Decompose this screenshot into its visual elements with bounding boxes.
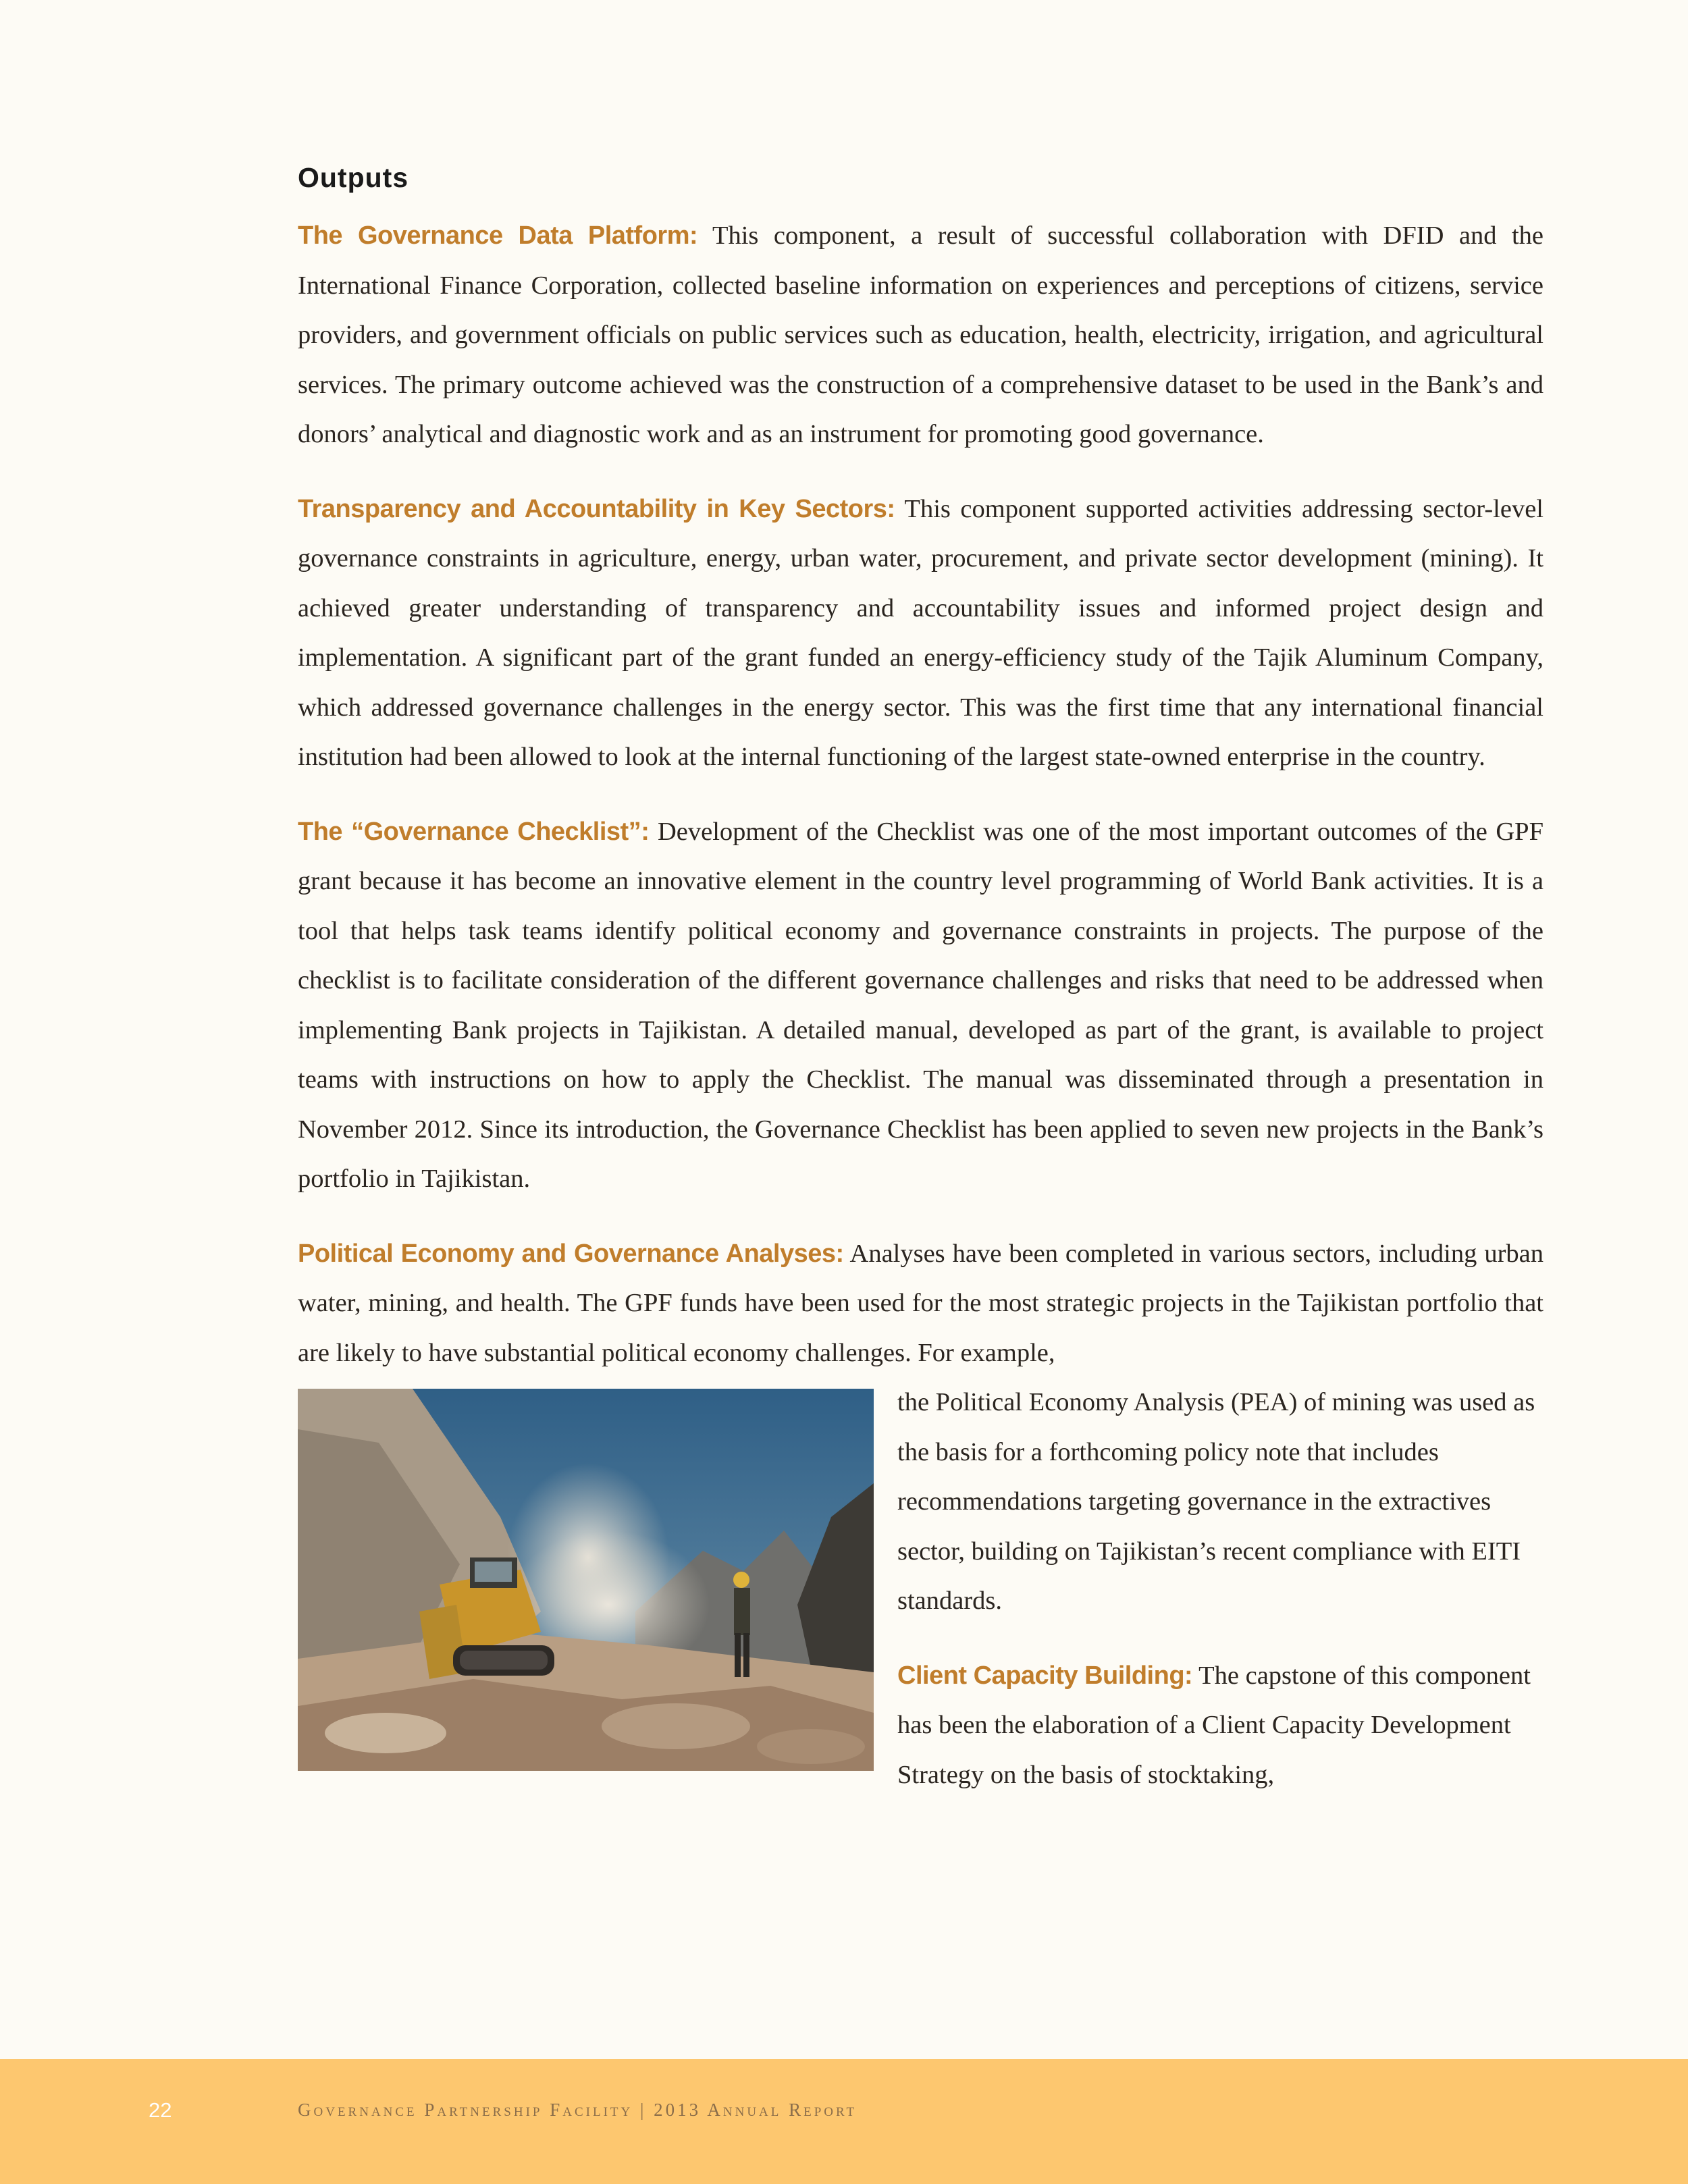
- paragraph-client-capacity: [897, 1651, 1544, 1801]
- page-content: [298, 162, 1544, 1800]
- paragraph-text: This component supported activities addressing sector-level governance constraints in agriculture, energy, urban water, procurement, and private sector development (mining). It achieved greater understanding of transparency and accountability issues and informed project design and implementation. A significant part of the grant funded an energy-efficiency study of the Tajik Aluminum Company, which addressed governance challenges in the energy sector. This was the first time that any international financial institution had been allowed to look at the internal functioning of the largest state-owned enterprise in the country.: [298, 494, 1544, 771]
- paragraph-political-economy: [298, 1229, 1544, 1379]
- running-title: Governance Partnership Facility | 2013 Annual Report: [298, 2100, 858, 2120]
- paragraph-lead: The “Governance Checklist”:: [298, 817, 650, 846]
- footer-band: [0, 2059, 1688, 2184]
- paragraph-governance-checklist: [298, 807, 1544, 1204]
- paragraph-lead: Political Economy and Governance Analyses:: [298, 1239, 844, 1268]
- page-number: 22: [149, 2098, 172, 2122]
- paragraph-transparency-accountability: [298, 485, 1544, 782]
- paragraph-text: Analyses have been completed in various sectors, including urban water, mining, and health. The GPF funds have been used for the most strategic projects in the Tajikistan portfolio that are likely to have substantial political economy challenges. For example,: [298, 1239, 1544, 1367]
- paragraph-text: Development of the Checklist was one of the most important outcomes of the GPF grant because it has become an innovative element in the country level programming of World Bank activities. It is a tool that helps task teams identify political economy and governance constraints in projects. The purpose of the checklist is to facilitate consideration of the different governance challenges and risks that need to be addressed when implementing Bank projects in Tajikistan. A detailed manual, developed as part of the grant, is available to project teams with instructions on how to apply the Checklist. The manual was disseminated through a presentation in November 2012. Since its introduction, the Governance Checklist has been applied to seven new projects in the Bank’s portfolio in Tajikistan.: [298, 817, 1544, 1193]
- side-text-column: [897, 1378, 1544, 1800]
- paragraph-pea-mining: [897, 1378, 1544, 1626]
- paragraph-lead: Client Capacity Building:: [897, 1661, 1193, 1690]
- paragraph-text: The capstone of this component has been the elaboration of a Client Capacity Development Strategy on the basis of stocktaking,: [897, 1661, 1531, 1789]
- mining-photo-illustration: [298, 1389, 874, 1771]
- paragraph-text: This component, a result of successful collaboration with DFID and the International Finance Corporation, collected baseline information on experiences and perceptions of citizens, service providers, and government officials on public services such as education, health, electricity, irrigation, and agricultural services. The primary outcome achieved was the construction of a comprehensive dataset to be used in the Bank’s and donors’ analytical and diagnostic work and as an instrument for promoting good governance.: [298, 221, 1544, 448]
- section-heading: Outputs: [298, 162, 409, 193]
- paragraph-governance-data-platform: [298, 211, 1544, 460]
- paragraph-lead: Transparency and Accountability in Key Sectors:: [298, 494, 895, 523]
- paragraph-text: the Political Economy Analysis (PEA) of mining was used as the basis for a forthcoming policy note that includes recommendations targeting governance in the extractives sector, building on Tajikistan’s recent compliance with EITI standards.: [897, 1388, 1535, 1615]
- mining-photo: [298, 1389, 874, 1771]
- photo-and-text-row: [298, 1378, 1544, 1800]
- paragraph-lead: The Governance Data Platform:: [298, 221, 698, 250]
